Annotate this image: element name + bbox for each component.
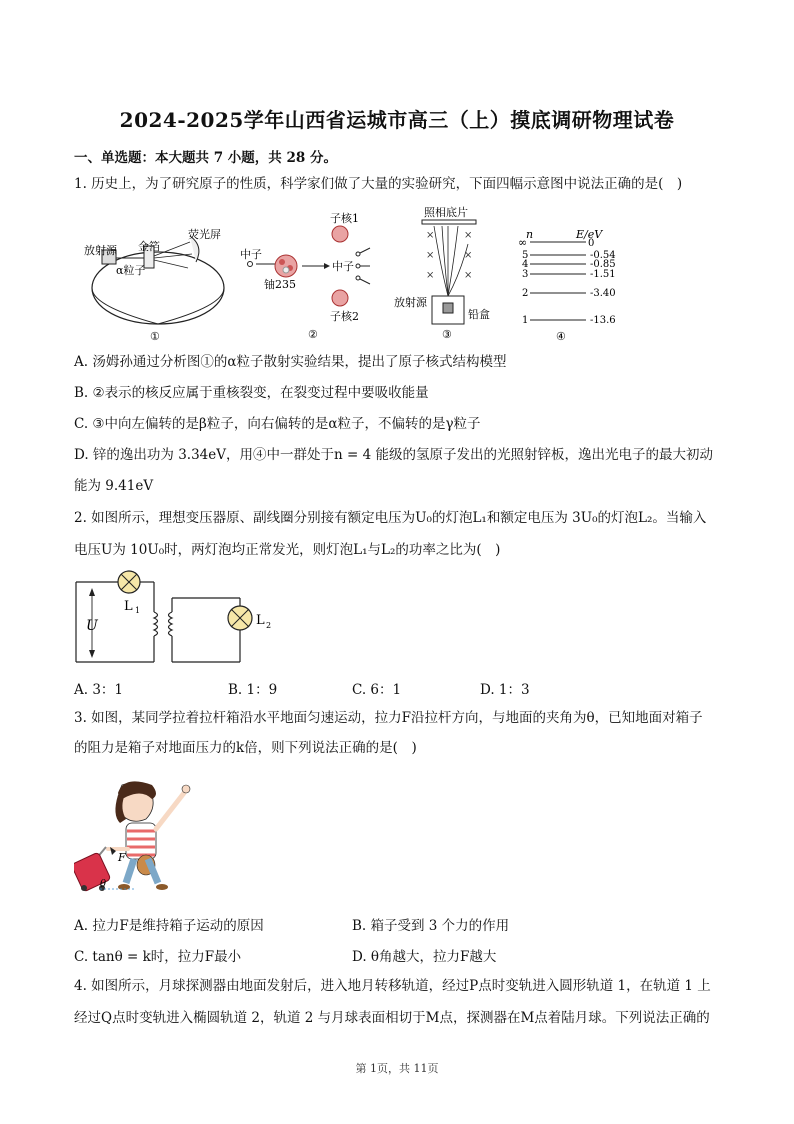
fig4-e-label: E/eV <box>576 228 603 241</box>
q1-figure-2 <box>236 208 376 346</box>
fig2-number: ② <box>308 328 318 341</box>
fig4-level-n: 1 <box>522 315 529 326</box>
fig4-level-n: 2 <box>522 288 529 299</box>
fig4-level-e: -0.85 <box>590 259 616 270</box>
svg-text:×: × <box>464 270 473 281</box>
q1-option-c: C. ③中向左偏转的是β粒子，向右偏转的是α粒子，不偏转的是γ粒子 <box>74 416 481 432</box>
fig4-level-e: -1.51 <box>590 269 616 280</box>
q1-option-d-cont: 能为 9.41eV <box>74 478 154 494</box>
q3-option-b: B. 箱子受到 3 个力的作用 <box>352 918 510 934</box>
fig4-number: ④ <box>556 330 566 343</box>
q2-option-b: B. 1：9 <box>228 682 278 698</box>
fig2-uranium-label: 铀235 <box>264 278 296 291</box>
q2-transformer-circuit <box>74 570 274 670</box>
fig3-source-label: 放射源 <box>394 296 427 309</box>
q2-stem-line1: 2. 如图所示，理想变压器原、副线圈分别接有额定电压为U₀的灯泡L₁和额定电压为 3U₀的灯泡L₂。当输入 <box>74 510 707 526</box>
fig4-level-e: 0 <box>588 238 595 249</box>
svg-text:×: × <box>464 250 473 261</box>
fig1-number: ① <box>150 330 160 343</box>
fig4-n-label: n <box>526 228 534 241</box>
q3-option-a: A. 拉力F是维持箱子运动的原因 <box>74 918 264 934</box>
fig3-film-label: 照相底片 <box>424 206 468 219</box>
lamp-l1-label: L <box>124 599 133 614</box>
fig4-level-n: 4 <box>522 259 529 270</box>
fig4-level-e: -13.6 <box>590 315 616 326</box>
svg-text:×: × <box>426 270 435 281</box>
fig3-number: ③ <box>442 328 452 341</box>
q3-suitcase-figure <box>74 775 198 897</box>
fig1-screen-label: 荧光屏 <box>188 228 221 241</box>
fig4-level-n: 3 <box>522 269 529 280</box>
fig4-level-e: -0.54 <box>590 250 616 261</box>
lamp-l2-subscript: 2 <box>266 621 272 630</box>
q2-stem-line2: 电压U为 10U₀时，两灯泡均正常发光，则灯泡L₁与L₂的功率之比为( ) <box>74 542 501 558</box>
fig4-infinity: ∞ <box>518 236 528 249</box>
q1-stem: 1. 历史上，为了研究原子的性质，科学家们做了大量的实验研究，下面四幅示意图中说法正确的是( ) <box>74 176 683 192</box>
fig1-alpha-label: α粒子 <box>116 264 146 277</box>
page-footer: 第 1页，共 11页 <box>355 1062 439 1075</box>
lamp-l1 <box>118 571 140 593</box>
q2-voltage-label: U <box>86 618 98 634</box>
q3-option-d: D. θ角越大，拉力F越大 <box>352 949 497 965</box>
q3-stem-line1: 3. 如图，某同学拉着拉杆箱沿水平地面匀速运动，拉力F沿拉杆方向，与地面的夹角为θ，已知地面对箱子 <box>74 710 703 726</box>
q4-stem-line2: 经过Q点时变轨进入椭圆轨道 2，轨道 2 与月球表面相切于M点，探测器在M点着陆月球。下列说法正确的 <box>74 1010 710 1026</box>
lamp-l2 <box>228 606 252 630</box>
fig1-source-label: 放射源 <box>84 244 117 257</box>
lamp-l1-subscript: 1 <box>135 606 141 615</box>
q1-figure-3 <box>392 204 492 346</box>
svg-text:×: × <box>426 230 435 241</box>
fig3-lead-label: 铅盒 <box>468 308 490 321</box>
q3-option-c: C. tanθ = k时，拉力F最小 <box>74 949 242 965</box>
svg-text:×: × <box>464 230 473 241</box>
fig2-neutron2-label: 中子 <box>332 260 354 273</box>
q1-option-a: A. 汤姆孙通过分析图①的α粒子散射实验结果，提出了原子核式结构模型 <box>74 354 507 370</box>
q2-option-d: D. 1：3 <box>480 682 530 698</box>
q1-figure-4 <box>516 226 626 346</box>
q1-option-d: D. 锌的逸出功为 3.34eV，用④中一群处于n = 4 能级的氢原子发出的光照射锌板，逸出光电子的最大初动 <box>74 447 713 463</box>
q3-angle-label: θ <box>100 879 107 890</box>
q3-stem-line2: 的阻力是箱子对地面压力的k倍，则下列说法正确的是( ) <box>74 740 417 756</box>
fig2-daughter1-label: 子核1 <box>330 212 359 225</box>
q3-force-label: F <box>118 851 126 864</box>
fig1-foil-label: 金箔 <box>138 240 160 253</box>
section-heading: 一、单选题：本大题共 7 小题，共 28 分。 <box>74 150 337 166</box>
q1-figure-1 <box>80 210 230 346</box>
fig2-daughter2-label: 子核2 <box>330 310 359 323</box>
page-title: 2024-2025学年山西省运城市高三（上）摸底调研物理试卷 <box>119 108 675 132</box>
q1-option-b: B. ②表示的核反应属于重核裂变，在裂变过程中要吸收能量 <box>74 385 429 401</box>
q2-option-a: A. 3：1 <box>74 682 124 698</box>
lamp-l2-label: L <box>256 613 265 628</box>
svg-text:×: × <box>426 250 435 261</box>
q2-option-c: C. 6：1 <box>352 682 402 698</box>
fig4-level-n: 5 <box>522 250 529 261</box>
q4-stem-line1: 4. 如图所示，月球探测器由地面发射后，进入地月转移轨道，经过P点时变轨进入圆形轨道 1，在轨道 1 上 <box>74 978 711 994</box>
fig2-neutron-label: 中子 <box>240 248 262 261</box>
fig4-level-e: -3.40 <box>590 288 616 299</box>
